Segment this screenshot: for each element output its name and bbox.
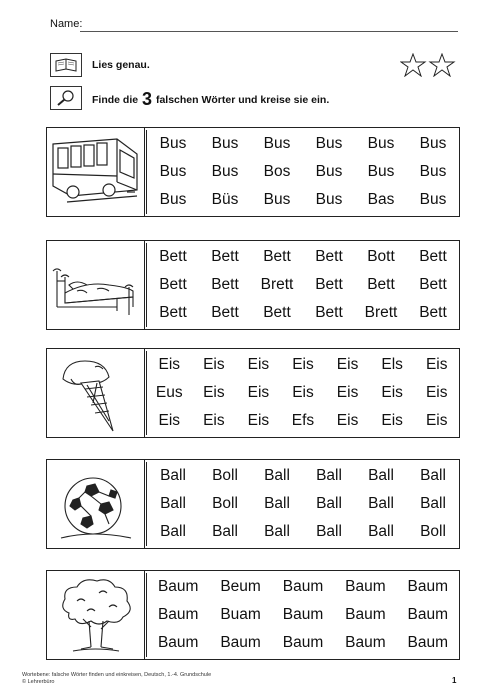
book-icon: [50, 53, 82, 77]
instruction-read: Lies genau.: [92, 59, 150, 71]
word[interactable]: Baum: [157, 606, 199, 623]
word[interactable]: Bett: [315, 276, 343, 293]
word[interactable]: Ball: [420, 467, 446, 484]
word[interactable]: Eis: [247, 356, 270, 373]
word[interactable]: Bett: [419, 248, 447, 265]
word[interactable]: Bus: [367, 163, 395, 180]
word-grid: [146, 243, 459, 327]
word[interactable]: Bett: [419, 304, 447, 321]
word[interactable]: Bus: [419, 135, 447, 152]
word[interactable]: Eis: [247, 384, 270, 401]
word[interactable]: Bus: [211, 163, 239, 180]
word[interactable]: Bett: [159, 248, 187, 265]
word[interactable]: Bus: [159, 135, 187, 152]
ice-cream-icon: [47, 349, 145, 437]
word[interactable]: Bus: [159, 163, 187, 180]
word-grid: [146, 351, 459, 435]
word[interactable]: Bus: [419, 191, 447, 208]
word[interactable]: Eis: [158, 412, 181, 429]
star-icon: [401, 54, 425, 76]
word[interactable]: Bett: [211, 304, 239, 321]
page-number: 1: [452, 676, 457, 685]
exercise-bett: [46, 240, 460, 330]
instruction-find-before: Finde die: [92, 94, 139, 106]
word[interactable]: Bus: [367, 135, 395, 152]
word[interactable]: Ball: [160, 495, 186, 512]
word[interactable]: Büs: [211, 191, 239, 208]
word[interactable]: Bus: [419, 163, 447, 180]
word-grid: [146, 462, 459, 546]
ball-icon: [47, 460, 145, 548]
instruction-find: [92, 89, 329, 110]
word[interactable]: Bett: [263, 248, 291, 265]
word[interactable]: Boll: [212, 467, 238, 484]
word[interactable]: Eis: [381, 384, 403, 401]
word[interactable]: Bus: [159, 191, 187, 208]
word[interactable]: Eis: [158, 356, 181, 373]
footer-line-1: Wortebene: falsche Wörter finden und einkreisen, Deutsch, 1.-4. Grundschule: [22, 672, 212, 678]
word[interactable]: Bett: [211, 276, 239, 293]
word[interactable]: Ball: [264, 467, 290, 484]
word[interactable]: Els: [381, 356, 403, 373]
word[interactable]: Eis: [203, 412, 225, 429]
word[interactable]: Boll: [420, 523, 446, 540]
word[interactable]: Eis: [425, 384, 448, 401]
word[interactable]: Buam: [220, 606, 261, 623]
word[interactable]: Bus: [211, 135, 239, 152]
word[interactable]: Eis: [336, 384, 359, 401]
word[interactable]: Eis: [203, 356, 225, 373]
word[interactable]: Bett: [263, 304, 291, 321]
word[interactable]: Eis: [336, 412, 359, 429]
bus-icon: [47, 128, 145, 216]
word[interactable]: Efs: [291, 412, 315, 429]
exercise-baum: [46, 570, 460, 660]
word[interactable]: Bus: [315, 191, 343, 208]
word[interactable]: Bus: [315, 135, 343, 152]
instruction-find-after: falschen Wörter und kreise sie ein.: [155, 94, 330, 106]
word[interactable]: Eis: [203, 384, 225, 401]
word[interactable]: Bus: [263, 135, 291, 152]
word[interactable]: Baum: [282, 606, 324, 623]
word-grid: [146, 573, 459, 657]
word[interactable]: Eis: [292, 356, 314, 373]
magnifier-icon: [50, 86, 82, 110]
word[interactable]: Bett: [211, 248, 239, 265]
word[interactable]: Bett: [367, 276, 395, 293]
name-line[interactable]: [80, 31, 458, 32]
word[interactable]: Bett: [315, 248, 343, 265]
word[interactable]: Boll: [212, 495, 238, 512]
difficulty-stars: [400, 53, 458, 82]
word[interactable]: Ball: [264, 523, 290, 540]
word[interactable]: Ball: [212, 523, 238, 540]
word[interactable]: Baum: [157, 634, 199, 651]
word[interactable]: Bett: [419, 276, 447, 293]
footer-line-2: © Lehrerbüro: [22, 679, 55, 685]
word[interactable]: Brett: [260, 276, 294, 293]
word[interactable]: Eis: [381, 412, 403, 429]
word[interactable]: Baum: [282, 578, 324, 595]
footer: [22, 672, 211, 686]
word[interactable]: Eis: [247, 412, 270, 429]
instruction-find-number: 3: [142, 89, 153, 109]
word[interactable]: Baum: [407, 606, 449, 623]
word[interactable]: Beum: [220, 578, 261, 595]
word[interactable]: Ball: [160, 523, 186, 540]
word[interactable]: Eis: [336, 356, 359, 373]
word[interactable]: Baum: [220, 634, 261, 651]
word[interactable]: Bett: [159, 276, 187, 293]
word[interactable]: Ball: [316, 495, 342, 512]
word[interactable]: Bos: [263, 163, 291, 180]
word[interactable]: Ball: [420, 495, 446, 512]
word[interactable]: Baum: [345, 606, 386, 623]
word[interactable]: Ball: [160, 467, 186, 484]
word[interactable]: Baum: [407, 578, 449, 595]
word[interactable]: Bett: [315, 304, 343, 321]
word[interactable]: Ball: [368, 523, 394, 540]
word[interactable]: Brett: [364, 304, 398, 321]
word[interactable]: Ball: [368, 495, 394, 512]
word[interactable]: Eis: [425, 412, 448, 429]
word[interactable]: Bus: [263, 191, 291, 208]
word[interactable]: Ball: [316, 523, 342, 540]
word[interactable]: Eus: [155, 384, 183, 401]
word[interactable]: Eis: [425, 356, 448, 373]
word[interactable]: Baum: [345, 634, 386, 651]
word[interactable]: Bas: [367, 191, 395, 208]
exercise-bus: [46, 127, 460, 217]
name-label: Name:: [50, 18, 83, 30]
tree-icon: [47, 571, 145, 659]
word[interactable]: Baum: [407, 634, 449, 651]
word[interactable]: Baum: [282, 634, 324, 651]
word[interactable]: Eis: [292, 384, 314, 401]
word[interactable]: Baum: [345, 578, 386, 595]
word-grid: [146, 130, 459, 214]
word[interactable]: Ball: [368, 467, 394, 484]
bed-icon: [47, 241, 145, 329]
exercise-eis: [46, 348, 460, 438]
word[interactable]: Bett: [159, 304, 187, 321]
word[interactable]: Baum: [157, 578, 199, 595]
exercise-ball: [46, 459, 460, 549]
word[interactable]: Bott: [367, 248, 395, 265]
word[interactable]: Bus: [315, 163, 343, 180]
word[interactable]: Ball: [316, 467, 342, 484]
word[interactable]: Ball: [264, 495, 290, 512]
star-icon: [430, 54, 454, 76]
